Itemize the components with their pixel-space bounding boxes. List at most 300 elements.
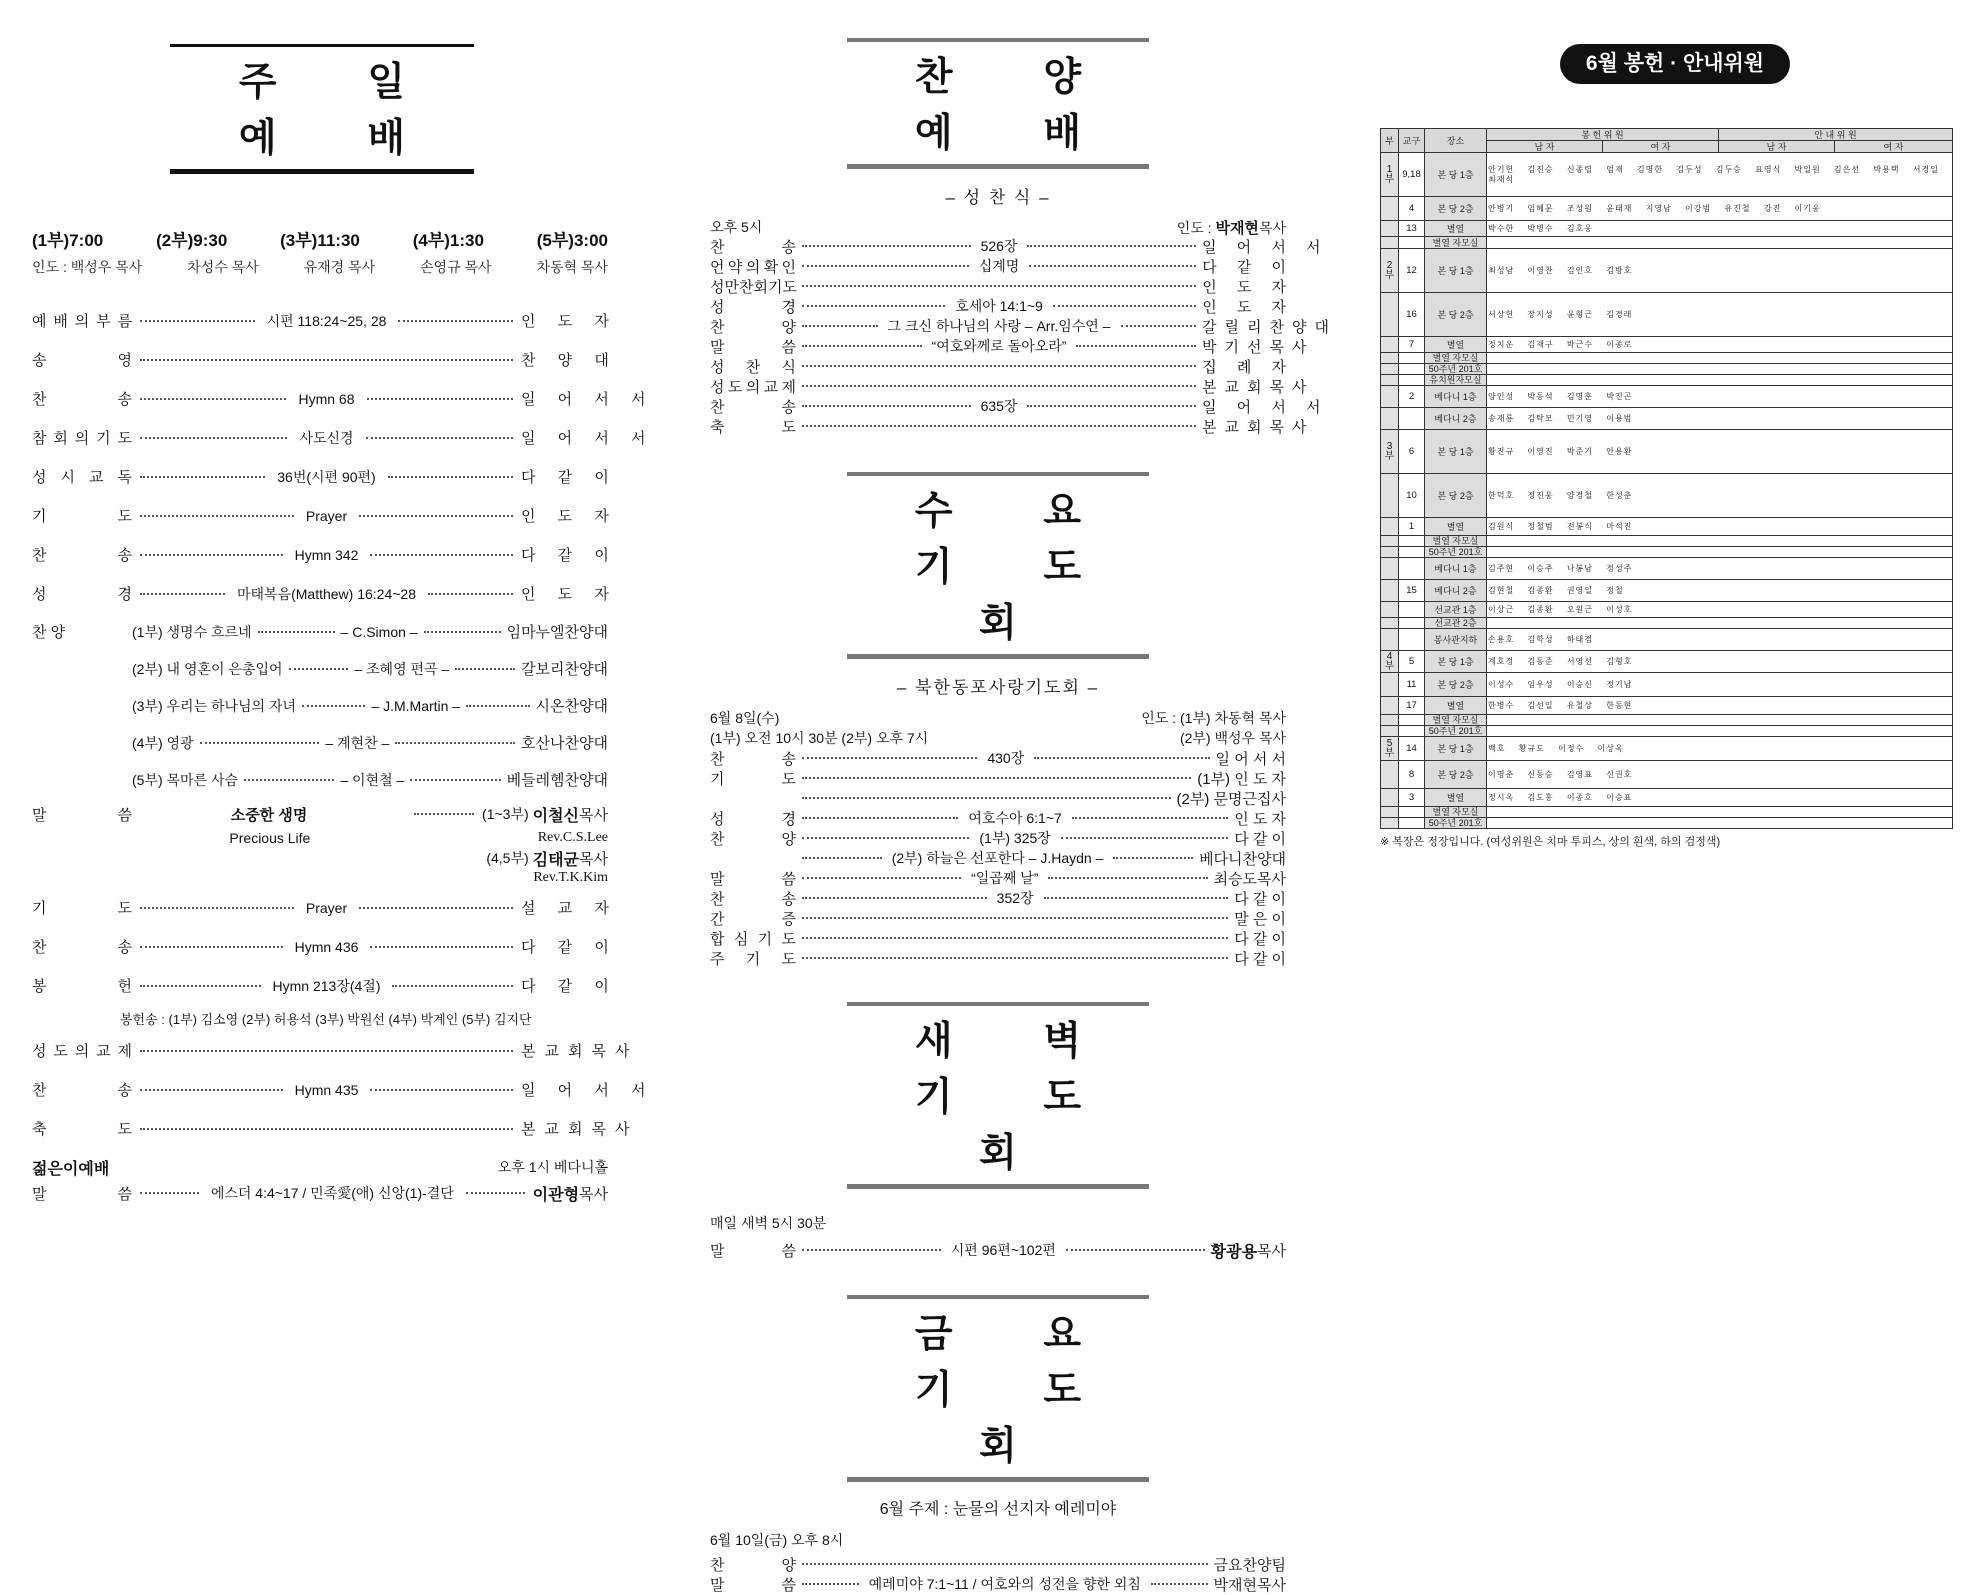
- order-item: [710, 356, 1294, 376]
- gyogu-cell: 8: [1399, 761, 1425, 789]
- choir-song: (1부) 생명수 흐르네: [132, 623, 252, 640]
- preacher-role: 목사: [579, 850, 608, 868]
- bu-cell: [1381, 364, 1399, 375]
- item-performer: 다 같 이: [1234, 950, 1286, 968]
- item-label: 성 경: [32, 586, 132, 603]
- dawn-title: 새 벽 기 도 회: [847, 1002, 1149, 1189]
- item-label: 축 도: [32, 1121, 132, 1138]
- gyogu-cell: 2: [1399, 386, 1425, 408]
- names-cell: [1487, 536, 1953, 547]
- dawn-preacher: 황광용: [1210, 1243, 1258, 1261]
- service-time: (2부)9:30: [156, 231, 228, 250]
- item-performer: 찬 양 대: [521, 352, 618, 369]
- order-item: [710, 316, 1337, 336]
- gyogu-cell: [1399, 618, 1425, 629]
- order-item: [32, 457, 618, 496]
- sermon-subtitle: Precious Life: [229, 830, 311, 846]
- item-label: 성 도 의 교 제: [32, 1043, 132, 1060]
- item-content: 352장: [996, 890, 1034, 906]
- order-item: [710, 236, 1329, 256]
- item-content: 635장: [980, 398, 1018, 414]
- bu-cell: 3부: [1381, 430, 1399, 474]
- names-cell: 양인성 박동석 김명훈 박진곤: [1487, 386, 1953, 408]
- item-performer: 인 도 자: [1202, 298, 1295, 316]
- table-row: [1381, 673, 1953, 697]
- location-cell: 본 당 1층: [1425, 737, 1487, 761]
- names-cell: 김주현 이승주 나봉남 정성주: [1487, 558, 1953, 580]
- names-cell: [1487, 364, 1953, 375]
- item-content: Hymn 68: [298, 390, 355, 407]
- youth-scripture: 에스더 4:4~17 / 민족愛(애) 신앙(1)-결단: [210, 1185, 454, 1201]
- table-row: [1381, 789, 1953, 807]
- table-row: [1381, 618, 1953, 629]
- table-row: [1381, 197, 1953, 221]
- bu-cell: [1381, 536, 1399, 547]
- wednesday-leader: (2부) 백성우 목사: [1179, 730, 1286, 746]
- youth-worship: [32, 1154, 608, 1206]
- order-item: [710, 1574, 1286, 1594]
- order-item: [32, 1070, 655, 1109]
- location-cell: 별열 자모실: [1425, 536, 1487, 547]
- choir-composer: – C.Simon –: [340, 623, 418, 640]
- order-item: [710, 748, 1286, 768]
- praise-subtitle: – 성 찬 식 –: [945, 188, 1051, 207]
- item-performer: 인 도 자: [521, 313, 618, 330]
- item-label: 참 회 의 기 도: [32, 430, 132, 447]
- order-item: [710, 948, 1286, 968]
- praise-order: [710, 236, 1337, 436]
- bu-cell: [1381, 408, 1399, 430]
- location-cell: 베다니 1층: [1425, 386, 1487, 408]
- bu-cell: 2부: [1381, 249, 1399, 293]
- preacher-name: 김태균: [532, 851, 580, 869]
- item-performer: 본교회목사: [521, 1121, 639, 1138]
- order-item: [710, 788, 1286, 808]
- order-item: [710, 908, 1286, 928]
- item-performer: 인 도 자: [1202, 278, 1294, 296]
- header-usher: 안 내 위 원: [1719, 129, 1953, 141]
- item-label: 주 기 도: [710, 950, 796, 968]
- gyogu-cell: 10: [1399, 474, 1425, 518]
- order-item: [710, 808, 1286, 828]
- header-location: 장소: [1425, 129, 1487, 153]
- item-performer: 집 례 자: [1202, 358, 1294, 376]
- leader-role: 목사: [1258, 219, 1286, 236]
- item-content: 36번(시편 90편): [277, 468, 376, 485]
- names-cell: 이명춘 신동승 김영표 신권호: [1487, 761, 1953, 789]
- order-item: [710, 888, 1286, 908]
- gyogu-cell: [1399, 807, 1425, 818]
- gyogu-cell: 7: [1399, 337, 1425, 353]
- names-cell: [1487, 715, 1953, 726]
- table-row: [1381, 353, 1953, 364]
- location-cell: 50주년 201호: [1425, 818, 1487, 829]
- table-row: [1381, 293, 1953, 337]
- item-label: 축 도: [710, 418, 796, 436]
- order-item: [32, 1109, 639, 1148]
- location-cell: 별열: [1425, 337, 1487, 353]
- item-label: 말 씀: [710, 870, 796, 888]
- choir-label: 찬 양: [32, 624, 66, 641]
- wednesday-order: [710, 748, 1286, 968]
- gyogu-cell: 14: [1399, 737, 1425, 761]
- wednesday-time: (1부) 오전 10시 30분 (2부) 오후 7시: [710, 730, 929, 746]
- item-performer: 다 같 이: [521, 939, 618, 956]
- item-performer: (1부) 인 도 자: [1197, 770, 1286, 788]
- location-cell: 본 당 1층: [1425, 430, 1487, 474]
- table-row: [1381, 547, 1953, 558]
- table-row: [1381, 558, 1953, 580]
- names-cell: 이성수 임우성 이승신 정기남: [1487, 673, 1953, 697]
- item-performer: (2부) 문명근집사: [1176, 790, 1286, 808]
- bu-cell: [1381, 618, 1399, 629]
- location-cell: 베다니 2층: [1425, 408, 1487, 430]
- item-label: 찬 송: [710, 238, 796, 256]
- dress-code-note: ※ 복장은 정장입니다. (여성위원은 치마 투피스, 상의 흰색, 하의 검정색): [1380, 836, 1721, 848]
- preacher-english: Rev.C.S.Lee: [537, 830, 608, 845]
- order-item: [710, 336, 1315, 356]
- item-label: 찬 송: [710, 750, 796, 768]
- bu-cell: [1381, 237, 1399, 249]
- table-row: [1381, 237, 1953, 249]
- item-performer: 본교회목사: [521, 1043, 639, 1060]
- bu-cell: [1381, 221, 1399, 237]
- order-item: [710, 1554, 1286, 1574]
- bu-cell: [1381, 547, 1399, 558]
- bu-cell: [1381, 761, 1399, 789]
- choir-group: 시온찬양대: [535, 698, 608, 715]
- praise-leader: 박재현: [1215, 219, 1259, 237]
- table-row: [1381, 536, 1953, 547]
- gyogu-cell: 3: [1399, 789, 1425, 807]
- item-content: (1부) 325장: [979, 830, 1051, 846]
- order-item: [710, 928, 1286, 948]
- gyogu-cell: [1399, 602, 1425, 618]
- order-item: [32, 535, 618, 574]
- item-label: 성 만 찬 회 기 도: [710, 278, 797, 296]
- order-item: [32, 927, 618, 966]
- table-row: [1381, 249, 1953, 293]
- item-label: 찬 송: [32, 1082, 132, 1099]
- dawn-label: 말 씀: [710, 1242, 796, 1260]
- item-content: Prayer: [305, 507, 348, 524]
- table-row: [1381, 364, 1953, 375]
- bu-cell: [1381, 715, 1399, 726]
- item-performer: 다 같 이: [1234, 830, 1287, 848]
- table-row: [1381, 430, 1953, 474]
- wednesday-date: 6월 8일(수): [710, 710, 780, 726]
- table-row: [1381, 602, 1953, 618]
- item-performer: 설 교 자: [521, 900, 618, 917]
- sunday-title: 주 일 예 배: [170, 44, 474, 174]
- bu-cell: [1381, 580, 1399, 602]
- youth-time: 오후 1시 베다니홀: [497, 1159, 608, 1175]
- item-label: 말 씀: [710, 338, 796, 356]
- names-cell: 이상근 김종환 오원근 이성호: [1487, 602, 1953, 618]
- item-content: 호세아 14:1~9: [955, 298, 1043, 314]
- order-item: [32, 340, 618, 379]
- order-item: [710, 768, 1286, 788]
- location-cell: 본 당 2층: [1425, 474, 1487, 518]
- service-time: (5부)3:00: [536, 231, 608, 250]
- location-cell: 별열 자모실: [1425, 715, 1487, 726]
- names-cell: 안병기 임혜문 조성원 윤태재 지영남 이강범 유진철 강진 이기웅: [1487, 197, 1953, 221]
- location-cell: 선교관 2층: [1425, 618, 1487, 629]
- table-row: [1381, 375, 1953, 386]
- table-row: [1381, 807, 1953, 818]
- order-item: [710, 396, 1329, 416]
- youth-label: 말 씀: [32, 1185, 132, 1203]
- location-cell: 베다니 1층: [1425, 558, 1487, 580]
- wednesday-subtitle: – 북한동포사랑기도회 –: [896, 678, 1100, 697]
- order-item: [710, 828, 1286, 848]
- bu-cell: [1381, 375, 1399, 386]
- choir-group: 호산나찬양대: [521, 735, 608, 752]
- choir-group: 갈보리찬양대: [521, 661, 609, 678]
- bu-cell: 1부: [1381, 153, 1399, 197]
- names-cell: [1487, 547, 1953, 558]
- friday-order: [710, 1554, 1286, 1594]
- service-leaders: [32, 257, 608, 277]
- item-label: 성 시 교 독: [32, 469, 132, 486]
- item-performer: 인 도 자: [1234, 810, 1287, 828]
- location-cell: 50주년 201호: [1425, 547, 1487, 558]
- item-label: 합 심 기 도: [710, 930, 796, 948]
- location-cell: 본 당 2층: [1425, 673, 1487, 697]
- item-label: 찬 송: [32, 391, 132, 408]
- names-cell: [1487, 375, 1953, 386]
- order-item: [32, 301, 618, 340]
- item-label: 봉 헌: [32, 978, 132, 995]
- table-row: [1381, 737, 1953, 761]
- choir-song: (3부) 우리는 하나님의 자녀: [132, 697, 297, 714]
- names-cell: 한덕호 정진웅 양경철 한성춘: [1487, 474, 1953, 518]
- praise-title: 찬 양 예 배: [847, 38, 1149, 169]
- sermon-parts: (4,5부): [486, 850, 529, 866]
- item-performer: 박재현목사: [1213, 1576, 1286, 1594]
- service-leader: 유재경 목사: [303, 259, 376, 275]
- item-content: Hymn 342: [294, 546, 359, 563]
- item-performer: 일 어 서 서: [521, 430, 655, 447]
- table-row: [1381, 580, 1953, 602]
- sermon-parts: (1~3부): [482, 806, 529, 822]
- item-content: 430장: [987, 750, 1025, 766]
- choir-composer: – J.M.Martin –: [371, 697, 461, 714]
- choir-composer: – 조혜영 편곡 –: [354, 660, 450, 677]
- location-cell: 본 당 1층: [1425, 153, 1487, 197]
- gyogu-cell: [1399, 237, 1425, 249]
- bu-cell: [1381, 518, 1399, 536]
- item-label: 찬 송: [32, 547, 132, 564]
- gyogu-cell: [1399, 547, 1425, 558]
- item-performer: 일 어 서 서: [1215, 750, 1287, 768]
- offering-note: 봉헌송 : (1부) 김소영 (2부) 허용석 (3부) 박원선 (4부) 박계인 (5부) 김지단: [120, 1011, 532, 1027]
- preacher-role: 목사: [579, 806, 608, 824]
- choir-group: 베들레헴찬양대: [506, 772, 609, 789]
- order-of-worship-3: [32, 1031, 655, 1148]
- bu-cell: [1381, 558, 1399, 580]
- order-item: [710, 376, 1315, 396]
- youth-preacher: 이관형: [532, 1186, 580, 1204]
- dawn-scripture: 시편 96편~102편: [950, 1242, 1056, 1258]
- item-label: 간 증: [710, 910, 796, 928]
- item-performer: 금요찬양팀: [1213, 1556, 1286, 1574]
- location-cell: 본 당 2층: [1425, 761, 1487, 789]
- item-performer: 다 같 이: [1234, 890, 1287, 908]
- table-row: [1381, 408, 1953, 430]
- item-content: Hymn 436: [294, 938, 359, 955]
- choir-song: (5부) 목마른 사슴: [132, 771, 239, 788]
- names-cell: [1487, 237, 1953, 249]
- weekday-worship-column: [710, 0, 1337, 1594]
- item-performer: 본교회목사: [1202, 378, 1315, 396]
- table-row: [1381, 337, 1953, 353]
- bu-cell: [1381, 293, 1399, 337]
- praise-time: 오후 5시: [710, 219, 763, 235]
- item-performer: 본교회목사: [1202, 418, 1315, 436]
- bu-cell: [1381, 807, 1399, 818]
- choir-song: (4부) 영광: [132, 734, 194, 751]
- order-item: [710, 848, 1286, 868]
- header-bu: 부: [1381, 129, 1399, 153]
- order-item: [710, 276, 1294, 296]
- item-performer: 말 은 이: [1234, 910, 1286, 928]
- names-cell: 백호 황규도 이정수 이상옥: [1487, 737, 1953, 761]
- sermon-title: 소중한 생명: [230, 806, 308, 824]
- names-cell: 황진규 이영진 박준기 안용환: [1487, 430, 1953, 474]
- dawn-role: 목사: [1257, 1242, 1287, 1260]
- choir-item: [32, 650, 608, 687]
- item-content: 사도신경: [299, 429, 354, 446]
- location-cell: 별열: [1425, 518, 1487, 536]
- bu-cell: [1381, 474, 1399, 518]
- choir-composer: – 이현철 –: [340, 771, 405, 788]
- header-gyogu: 교구: [1399, 129, 1425, 153]
- subheader: 남 자: [1487, 141, 1603, 153]
- item-label: 언 약 의 확 인: [710, 258, 796, 276]
- names-cell: 박수한 박병수 김호웅: [1487, 221, 1953, 237]
- location-cell: 50주년 201호: [1425, 364, 1487, 375]
- item-performer: 다 같 이: [1234, 930, 1286, 948]
- bu-cell: [1381, 386, 1399, 408]
- service-leader: 차동혁 목사: [536, 259, 608, 275]
- names-cell: 정시옥 김도홍 이종호 이승표: [1487, 789, 1953, 807]
- bu-cell: [1381, 629, 1399, 651]
- bu-cell: [1381, 197, 1399, 221]
- item-performer: 최승도목사: [1213, 870, 1287, 888]
- names-cell: 김현철 김종환 권영일 정철: [1487, 580, 1953, 602]
- preacher-english: Rev.T.K.Kim: [533, 870, 608, 885]
- item-content: “여호와께로 돌아오라”: [931, 338, 1067, 354]
- order-item: [32, 418, 655, 457]
- item-content: Prayer: [305, 899, 348, 916]
- order-item: [32, 966, 618, 1005]
- friday-date: 6월 10일(금) 오후 8시: [710, 1532, 844, 1548]
- table-row: [1381, 629, 1953, 651]
- table-row: [1381, 386, 1953, 408]
- item-performer: 박기선목사: [1202, 338, 1315, 356]
- order-item: [32, 574, 618, 613]
- gyogu-cell: 16: [1399, 293, 1425, 337]
- choir-item: [32, 613, 608, 650]
- item-performer: 일 어 서 서: [521, 1082, 655, 1099]
- gyogu-cell: [1399, 536, 1425, 547]
- item-label: 찬 송: [710, 398, 796, 416]
- item-label: 성 찬 식: [710, 358, 796, 376]
- item-content: 시편 118:24~25, 28: [266, 312, 387, 329]
- youth-role: 목사: [579, 1185, 609, 1203]
- table-row: [1381, 715, 1953, 726]
- item-label: 기 도: [710, 770, 796, 788]
- table-row: [1381, 726, 1953, 737]
- table-row: [1381, 221, 1953, 237]
- gyogu-cell: 5: [1399, 651, 1425, 673]
- gyogu-cell: [1399, 353, 1425, 364]
- names-cell: 정치운 김재구 박근수 이종로: [1487, 337, 1953, 353]
- item-label: 성 도 의 교 제: [710, 378, 796, 396]
- item-label: 송 영: [32, 352, 132, 369]
- header-offering: 봉 헌 위 원: [1487, 129, 1719, 141]
- service-time: (3부)11:30: [280, 231, 360, 250]
- item-performer: 일 어 서 서: [1202, 398, 1329, 416]
- table-row: [1381, 651, 1953, 673]
- order-item: [710, 256, 1295, 276]
- table-row: [1381, 761, 1953, 789]
- item-label: 성 경: [710, 298, 796, 316]
- choir-item: [32, 724, 608, 761]
- names-cell: [1487, 818, 1953, 829]
- table-row: [1381, 818, 1953, 829]
- gyogu-cell: [1399, 715, 1425, 726]
- item-label: 찬 양: [710, 318, 796, 336]
- choir-item: [32, 687, 608, 724]
- item-content: 마태복음(Matthew) 16:24~28: [237, 585, 417, 602]
- bu-cell: [1381, 726, 1399, 737]
- volunteers-table: [1380, 128, 1953, 829]
- volunteers-column: [1380, 0, 1970, 849]
- names-cell: [1487, 726, 1953, 737]
- item-content: 예레미야 7:1~11 / 여호와의 성전을 향한 외침: [868, 1576, 1141, 1592]
- names-cell: 최성남 이영찬 김인호 김방호: [1487, 249, 1953, 293]
- location-cell: 유치원자모실: [1425, 375, 1487, 386]
- gyogu-cell: 1: [1399, 518, 1425, 536]
- gyogu-cell: [1399, 375, 1425, 386]
- item-label: 예 배 의 부 름: [32, 313, 132, 330]
- item-performer: 일 어 서 서: [521, 391, 655, 408]
- bu-cell: [1381, 697, 1399, 715]
- location-cell: 별열: [1425, 789, 1487, 807]
- choir-list: [32, 613, 612, 798]
- item-performer: 일 어 서 서: [1202, 238, 1329, 256]
- gyogu-cell: 13: [1399, 221, 1425, 237]
- bu-cell: [1381, 673, 1399, 697]
- youth-title: 젊은이예배: [32, 1160, 110, 1178]
- gyogu-cell: [1399, 408, 1425, 430]
- leader-label: 인도 :: [1176, 219, 1212, 236]
- item-performer: 다 같 이: [1202, 258, 1295, 276]
- service-leader: 손영규 목사: [420, 259, 492, 275]
- order-of-worship: [32, 301, 655, 613]
- item-content: Hymn 435: [294, 1081, 359, 1098]
- table-row: [1381, 518, 1953, 536]
- table-row: [1381, 474, 1953, 518]
- item-content: “일곱째 날”: [971, 870, 1039, 886]
- gyogu-cell: 12: [1399, 249, 1425, 293]
- names-cell: 서상헌 장지성 윤형근 김경래: [1487, 293, 1953, 337]
- item-performer: 베다니찬양대: [1199, 850, 1287, 868]
- order-item: [710, 868, 1286, 888]
- location-cell: 별열: [1425, 221, 1487, 237]
